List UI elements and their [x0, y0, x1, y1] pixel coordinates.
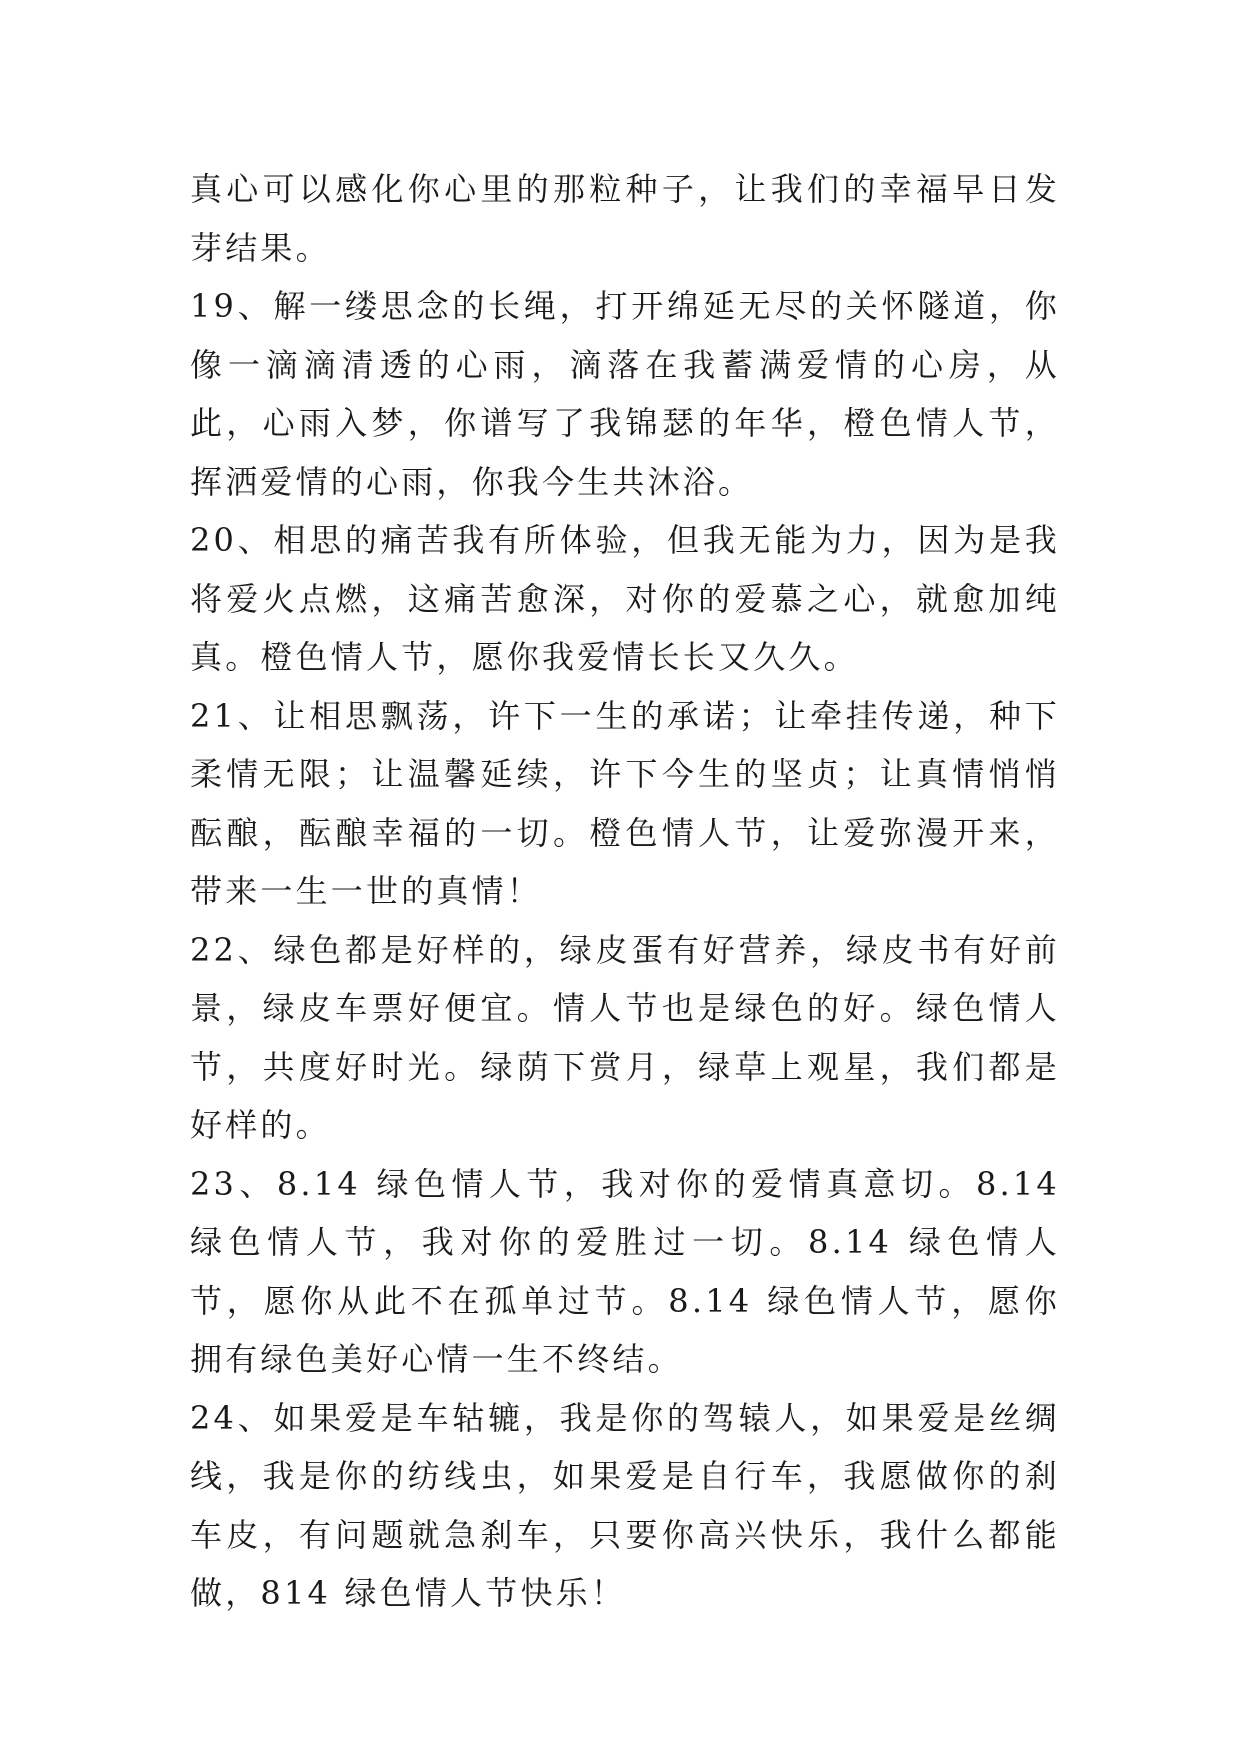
paragraph-22: 22、绿色都是好样的，绿皮蛋有好营养，绿皮书有好前景，绿皮车票好便宜。情人节也是绿色的好。绿色情人节，共度好时光。绿荫下赏月，绿草上观星，我们都是好样的。 — [190, 930, 1060, 1144]
body-text — [190, 160, 1060, 1623]
paragraph-23: 23、8.14 绿色情人节，我对你的爱情真意切。8.14 绿色情人节，我对你的爱胜过一切。8.14 绿色情人节，愿你从此不在孤单过节。8.14 绿色情人节，愿你拥有绿色美好心情一生不终结。 — [190, 1164, 1060, 1378]
paragraph-20: 20、相思的痛苦我有所体验，但我无能为力，因为是我将爱火点燃，这痛苦愈深，对你的爱慕之心，就愈加纯真。橙色情人节，愿你我爱情长长又久久。 — [190, 521, 1060, 676]
paragraph-21: 21、让相思飘荡，许下一生的承诺；让牵挂传递，种下柔情无限；让温馨延续，许下今生的坚贞；让真情悄悄酝酿，酝酿幸福的一切。橙色情人节，让爱弥漫开来，带来一生一世的真情！ — [190, 696, 1060, 910]
paragraph-continuation: 真心可以感化你心里的那粒种子，让我们的幸福早日发芽结果。 — [190, 170, 1060, 267]
paragraph-19: 19、解一缕思念的长绳，打开绵延无尽的关怀隧道，你像一滴滴清透的心雨，滴落在我蓄满爱情的心房，从此，心雨入梦，你谱写了我锦瑟的年华，橙色情人节，挥洒爱情的心雨，你我今生共沐浴。 — [190, 287, 1060, 501]
paragraph-24: 24、如果爱是车轱辘，我是你的驾辕人，如果爱是丝绸线，我是你的纺线虫，如果爱是自行车，我愿做你的刹车皮，有问题就急刹车，只要你高兴快乐，我什么都能做，814 绿色情人节快乐！ — [190, 1398, 1060, 1612]
